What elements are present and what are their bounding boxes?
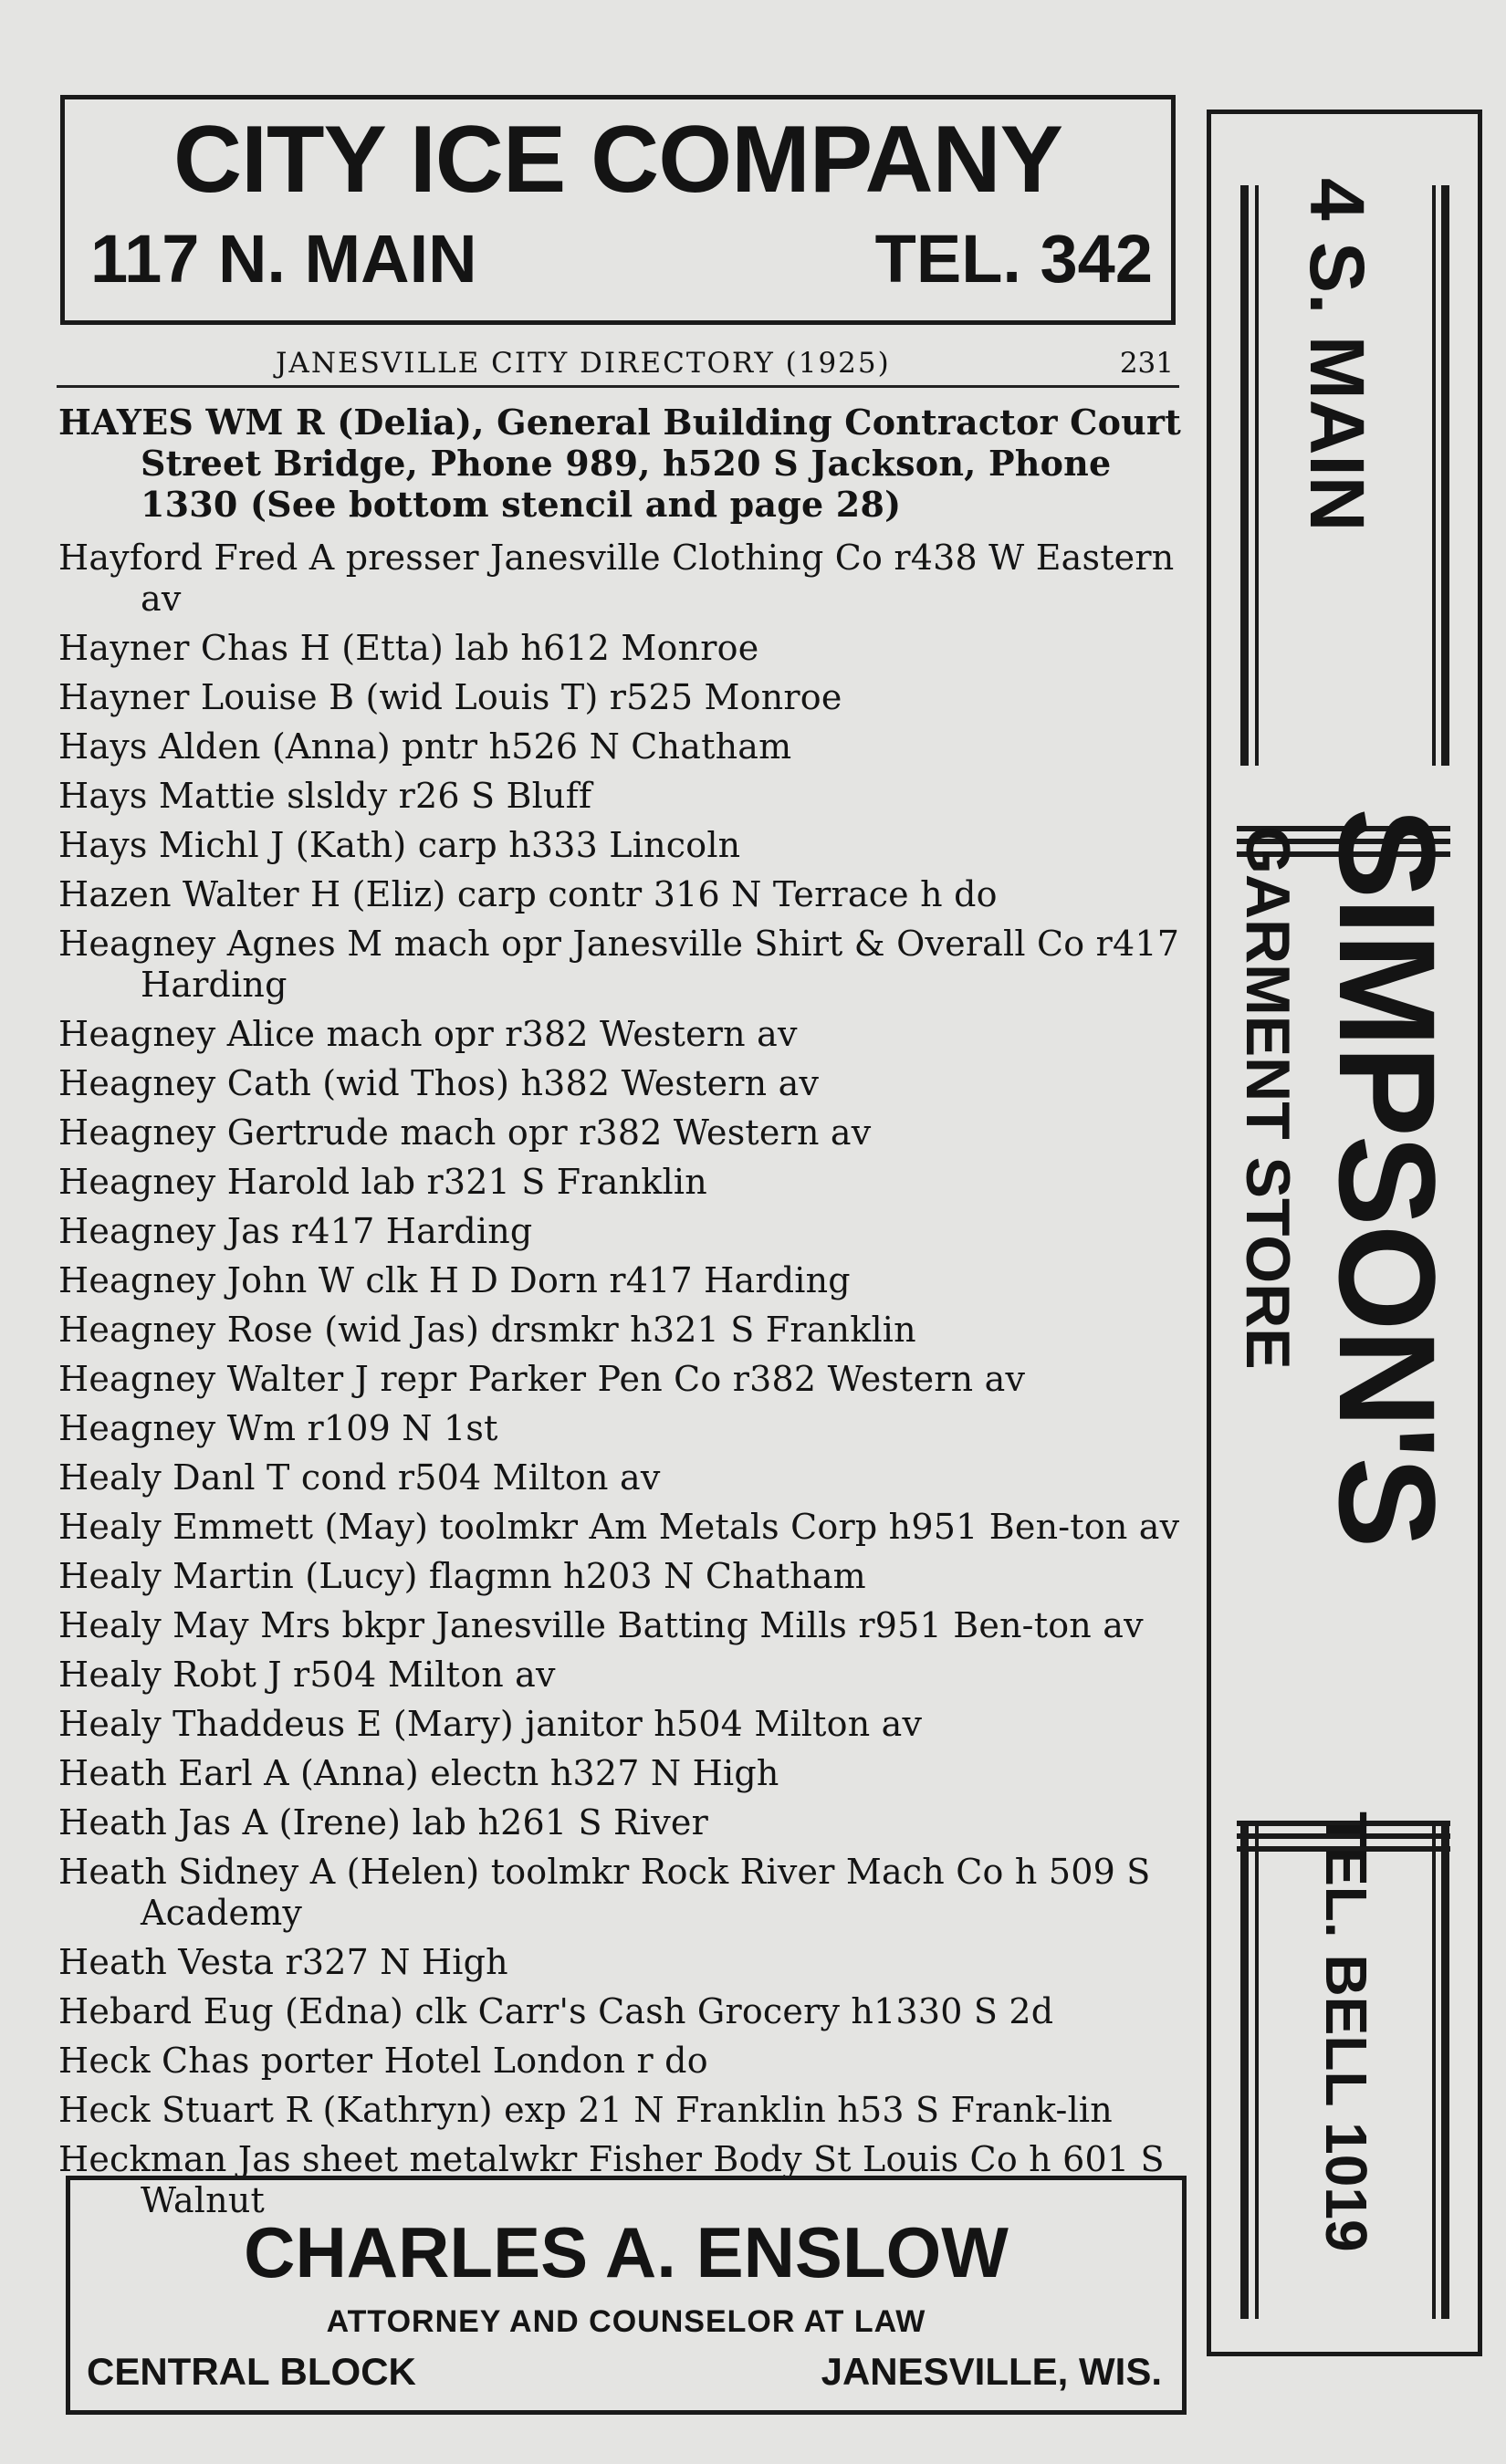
ad-rule — [1255, 185, 1259, 766]
ad-profession: ATTORNEY AND COUNSELOR AT LAW — [326, 2304, 926, 2339]
city-ice-company-ad — [60, 95, 1176, 325]
ad-store-tagline: GARMENT STORE — [1233, 826, 1302, 1370]
ad-rule — [1240, 185, 1249, 766]
simpsons-garment-store-ad — [1207, 110, 1482, 2356]
directory-entry: Heagney Walter J repr Parker Pen Co r382 Western av — [58, 1359, 1026, 1399]
directory-entry: Healy Robt J r504 Milton av — [58, 1655, 556, 1695]
directory-entry: Heagney Wm r109 N 1st — [58, 1408, 498, 1448]
directory-entry: Heath Earl A (Anna) electn h327 N High — [58, 1753, 779, 1793]
page-number: 231 — [1119, 347, 1174, 380]
directory-entry: Hayner Louise B (wid Louis T) r525 Monroe — [58, 677, 842, 717]
ad-store-name: SIMPSON'S — [1311, 808, 1464, 1547]
ad-rule — [1441, 1821, 1449, 2319]
directory-entry: Hazen Walter H (Eliz) carp contr 316 N Terrace h do — [58, 874, 998, 914]
directory-entry: Heath Vesta r327 N High — [58, 1942, 508, 1982]
directory-entry: Heagney Alice mach opr r382 Western av — [58, 1014, 798, 1054]
directory-entries — [58, 402, 1183, 2229]
ad-location: CENTRAL BLOCK — [87, 2350, 416, 2393]
directory-entry: Hayner Chas H (Etta) lab h612 Monroe — [58, 628, 759, 668]
directory-entry: Heagney John W clk H D Dorn r417 Harding — [58, 1260, 851, 1300]
directory-entry: Heck Stuart R (Kathryn) exp 21 N Franklin h53 S Frank-lin — [58, 2090, 1113, 2130]
ad-rule — [1240, 1821, 1249, 2319]
enslow-attorney-ad — [66, 2176, 1187, 2415]
ad-rule — [1432, 1821, 1436, 2319]
ad-store-address: 4 S. MAIN — [1294, 178, 1380, 532]
ad-rule — [1441, 185, 1449, 766]
ad-address: 117 N. MAIN — [90, 221, 477, 297]
directory-entry: Healy Danl T cond r504 Milton av — [58, 1457, 661, 1498]
running-header — [57, 339, 1179, 388]
directory-entry: Hays Michl J (Kath) carp h333 Lincoln — [58, 825, 741, 865]
ad-attorney-name: CHARLES A. ENSLOW — [244, 2212, 1009, 2292]
ad-phone: TEL. 342 — [874, 221, 1153, 297]
directory-entry: Hebard Eug (Edna) clk Carr's Cash Grocery h1330 S 2d — [58, 1991, 1054, 2031]
directory-entry: Healy May Mrs bkpr Janesville Batting Mills r951 Ben-ton av — [58, 1605, 1144, 1645]
directory-entry: Heagney Rose (wid Jas) drsmkr h321 S Franklin — [58, 1310, 916, 1350]
directory-entry: Heagney Harold lab r321 S Franklin — [58, 1162, 707, 1202]
directory-entry: Hays Alden (Anna) pntr h526 N Chatham — [58, 726, 792, 767]
directory-entry: Hayford Fred A presser Janesville Clothing Co r438 W Eastern av — [58, 538, 1175, 619]
ad-city: JANESVILLE, WIS. — [821, 2350, 1162, 2393]
directory-entry: Heagney Gertrude mach opr r382 Western av — [58, 1112, 872, 1153]
directory-entry: Heagney Cath (wid Thos) h382 Western av — [58, 1063, 820, 1103]
ad-store-phone: TEL. BELL 1019 — [1313, 1811, 1379, 2252]
directory-entry: Heck Chas porter Hotel London r do — [58, 2041, 708, 2081]
directory-entry: Hays Mattie slsldy r26 S Bluff — [58, 776, 592, 816]
directory-entry: Heagney Agnes M mach opr Janesville Shirt & Overall Co r417 Harding — [58, 924, 1180, 1005]
ad-rule — [1255, 1821, 1259, 2319]
directory-entry: Healy Emmett (May) toolmkr Am Metals Corp h951 Ben-ton av — [58, 1507, 1180, 1547]
directory-entry: Heckman Jas sheet metalwkr Fisher Body St Louis Co h 601 S Walnut — [58, 2139, 1165, 2220]
directory-entry: Heath Jas A (Irene) lab h261 S River — [58, 1802, 708, 1843]
ad-rule — [1432, 185, 1436, 766]
directory-entry: Healy Martin (Lucy) flagmn h203 N Chatham — [58, 1556, 866, 1596]
directory-entry: Healy Thaddeus E (Mary) janitor h504 Milton av — [58, 1704, 923, 1744]
directory-entry: Heagney Jas r417 Harding — [58, 1211, 533, 1251]
ad-company-name: CITY ICE COMPANY — [173, 107, 1063, 213]
directory-title: JANESVILLE CITY DIRECTORY (1925) — [276, 347, 891, 380]
directory-entry: HAYES WM R (Delia), General Building Contractor Court Street Bridge, Phone 989, h520 S Jackson, Phone 1330 (See bottom stencil and page 28) — [58, 402, 1181, 525]
directory-entry: Heath Sidney A (Helen) toolmkr Rock River Mach Co h 509 S Academy — [58, 1852, 1151, 1933]
